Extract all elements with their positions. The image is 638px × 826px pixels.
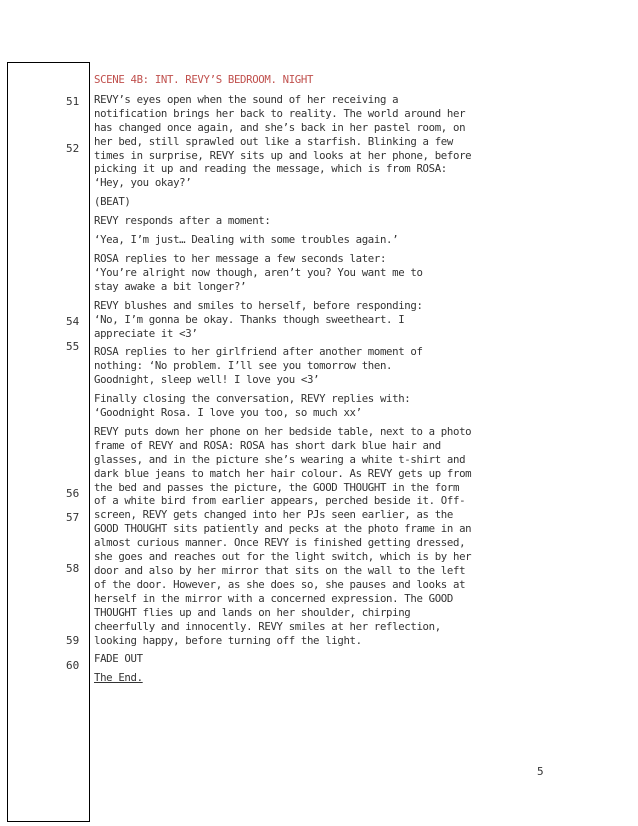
script-line: FADE OUT <box>94 652 143 666</box>
script-line: notification brings her back to reality. The world around her <box>94 106 466 120</box>
script-line: of a white bird from earlier appears, perched beside it. Off- <box>94 494 466 508</box>
script-line: REVY blushes and smiles to herself, before responding: <box>94 298 423 312</box>
script-line: nothing: ‘No problem. I’ll see you tomorrow then. <box>94 359 393 373</box>
script-line: ‘You’re alright now though, aren’t you? You want me to <box>94 265 423 279</box>
script-paragraph <box>94 425 544 648</box>
script-paragraph <box>94 93 544 190</box>
script-line: appreciate it <3’ <box>94 326 198 340</box>
line-number: 60 <box>66 659 80 672</box>
left-margin-box <box>7 62 90 822</box>
script-line: cheerfully and innocently. REVY smiles at her reflection, <box>94 619 441 633</box>
script-paragraph <box>94 299 544 341</box>
line-number: 52 <box>66 142 80 155</box>
script-line: REVY puts down her phone on her bedside table, next to a photo <box>94 424 472 438</box>
script-line: she goes and reaches out for the light switch, which is by her <box>94 550 472 564</box>
line-number: 58 <box>66 562 80 575</box>
line-number: 55 <box>66 340 80 353</box>
script-paragraph <box>94 252 544 294</box>
script-paragraph <box>94 652 544 666</box>
script-line: ‘No, I’m gonna be okay. Thanks though sweetheart. I <box>94 312 405 326</box>
script-line: ‘Goodnight Rosa. I love you too, so much xx’ <box>94 406 362 420</box>
script-line: door and also by her mirror that sits on the wall to the left <box>94 564 466 577</box>
script-body <box>94 73 544 690</box>
script-line: ‘Hey, you okay?’ <box>94 176 192 190</box>
script-line: screen, REVY gets changed into her PJs seen earlier, as the <box>94 508 453 522</box>
script-line: looking happy, before turning off the light. <box>94 633 362 647</box>
script-line: herself in the mirror with a concerned expression. The GOOD <box>94 591 453 605</box>
script-line: Goodnight, sleep well! I love you <3’ <box>94 373 320 387</box>
line-number: 57 <box>66 511 80 524</box>
script-line: almost curious manner. Once REVY is finished getting dressed, <box>94 536 466 550</box>
script-line: frame of REVY and ROSA: ROSA has short dark blue hair and <box>94 438 441 452</box>
script-line: THOUGHT flies up and lands on her shoulder, chirping <box>94 605 411 619</box>
script-line: (BEAT) <box>94 195 131 209</box>
line-number: 51 <box>66 95 80 108</box>
script-line: Finally closing the conversation, REVY replies with: <box>94 392 411 406</box>
script-paragraph <box>94 233 544 247</box>
script-line: stay awake a bit longer?’ <box>94 279 247 293</box>
page-number: 5 <box>537 765 544 778</box>
script-line: dark blue jeans to match her hair colour. As REVY gets up from <box>94 466 472 480</box>
script-line: REVY responds after a moment: <box>94 214 271 228</box>
line-number: 59 <box>66 634 80 647</box>
script-paragraph <box>94 214 544 228</box>
script-line: GOOD THOUGHT sits patiently and pecks at the photo frame in an <box>94 522 472 536</box>
script-line: of the door. However, as she does so, she pauses and looks at <box>94 577 466 591</box>
script-paragraph <box>94 345 544 387</box>
script-paragraph <box>94 195 544 209</box>
line-number: 56 <box>66 487 80 500</box>
script-line: glasses, and in the picture she’s wearing a white t-shirt and <box>94 452 466 466</box>
script-line: has changed once again, and she’s back in her pastel room, on <box>94 120 466 134</box>
scene-heading: SCENE 4B: INT. REVY’S BEDROOM. NIGHT <box>94 73 314 86</box>
script-line: ‘Yea, I’m just… Dealing with some troubles again.’ <box>94 233 399 247</box>
line-number: 54 <box>66 315 80 328</box>
script-paragraph <box>94 392 544 420</box>
the-end-text: The End. <box>94 671 143 685</box>
script-line: ROSA replies to her girlfriend after another moment of <box>94 345 423 359</box>
script-line: ROSA replies to her message a few seconds later: <box>94 251 387 265</box>
script-line: the bed and passes the picture, the GOOD THOUGHT in the form <box>94 480 460 494</box>
script-line: REVY’s eyes open when the sound of her receiving a <box>94 92 399 106</box>
script-line: picking it up and reading the message, which is from ROSA: <box>94 162 447 176</box>
script-line: times in surprise, REVY sits up and looks at her phone, before <box>94 148 472 162</box>
script-line: her bed, still sprawled out like a starfish. Blinking a few <box>94 134 453 148</box>
script-paragraphs <box>94 93 544 666</box>
